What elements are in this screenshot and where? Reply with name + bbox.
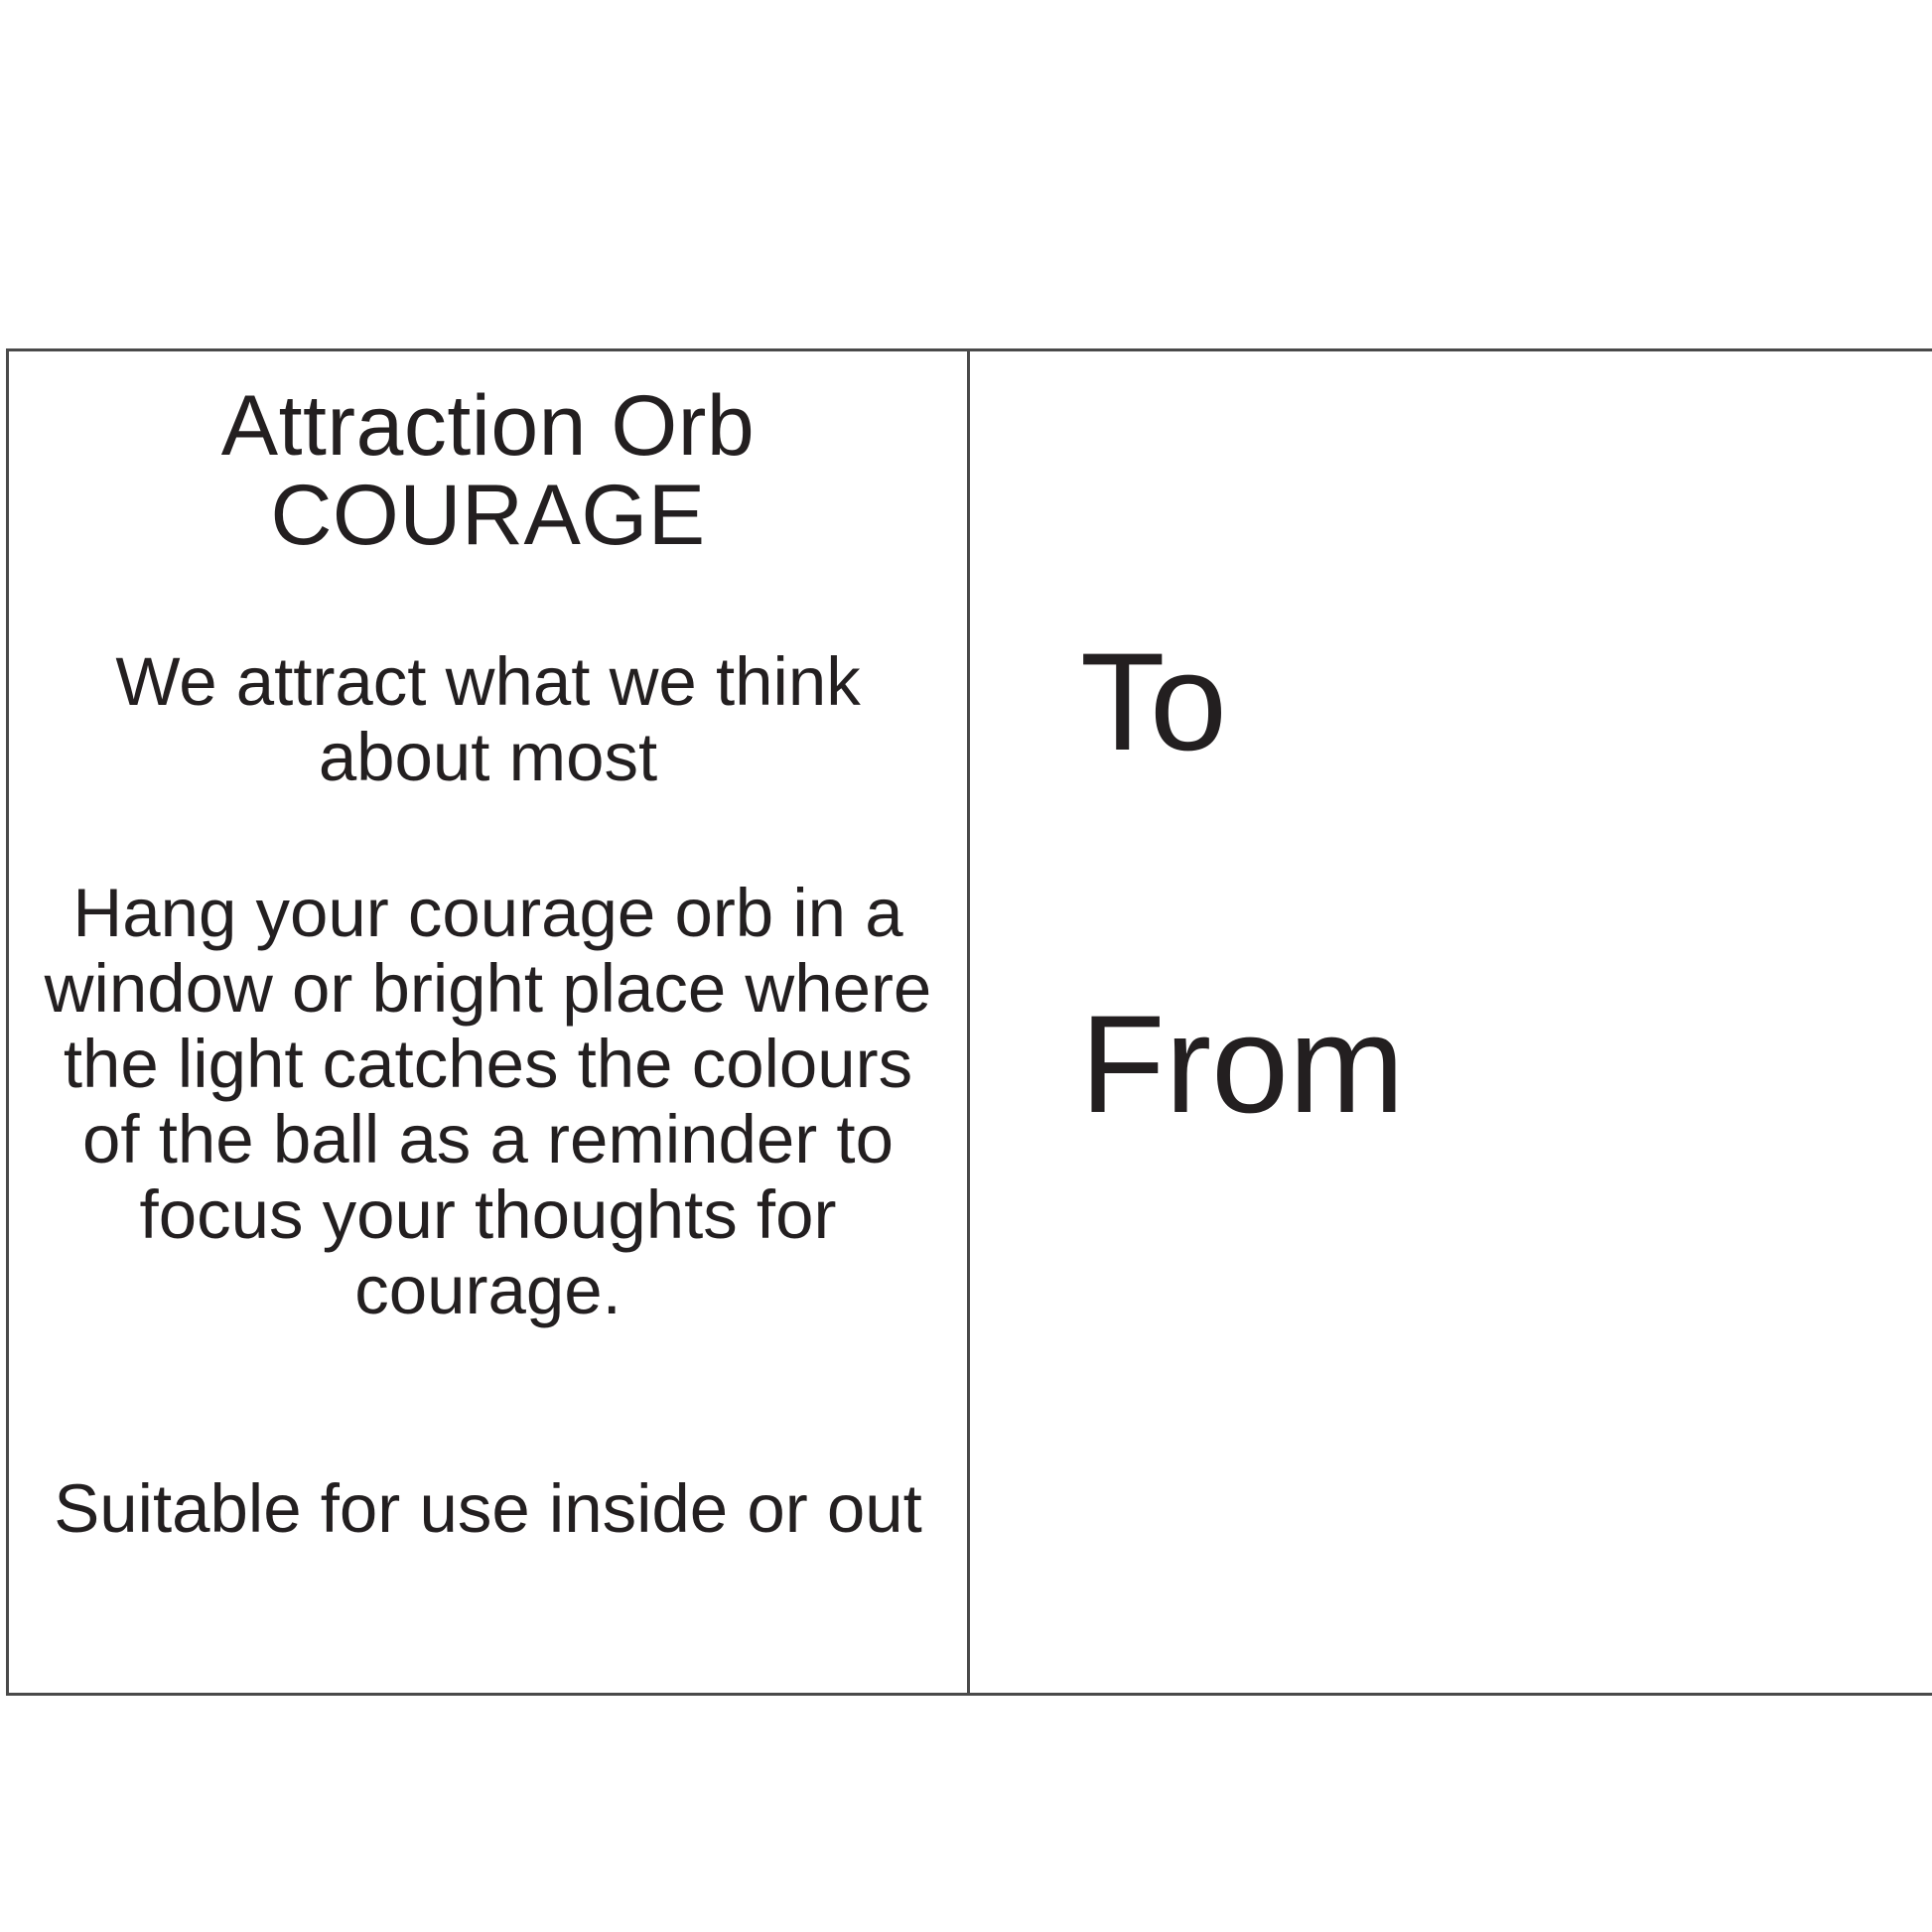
instructions-line-4: of the ball as a reminder to [82, 1101, 894, 1177]
usage-instructions [9, 876, 967, 1328]
gift-fields-panel [973, 351, 1932, 1693]
from-label: From [1080, 986, 1405, 1142]
instructions-panel [9, 351, 970, 1693]
product-title [9, 378, 967, 563]
instructions-line-6: courage. [354, 1252, 621, 1328]
to-label: To [1080, 623, 1227, 779]
tagline [9, 644, 967, 795]
instructions-line-5: focus your thoughts for [139, 1176, 837, 1253]
product-title-line-2: COURAGE [270, 468, 706, 563]
instructions-line-2: window or bright place where [44, 950, 932, 1027]
instructions-line-3: the light catches the colours [63, 1026, 913, 1102]
tagline-line-2: about most [318, 719, 658, 795]
product-title-line-1: Attraction Orb [220, 378, 756, 474]
instructions-line-1: Hang your courage orb in a [72, 875, 903, 951]
tagline-line-1: We attract what we think [115, 643, 861, 720]
card-outline [6, 348, 1932, 1696]
suitability-note: Suitable for use inside or out [54, 1470, 922, 1547]
